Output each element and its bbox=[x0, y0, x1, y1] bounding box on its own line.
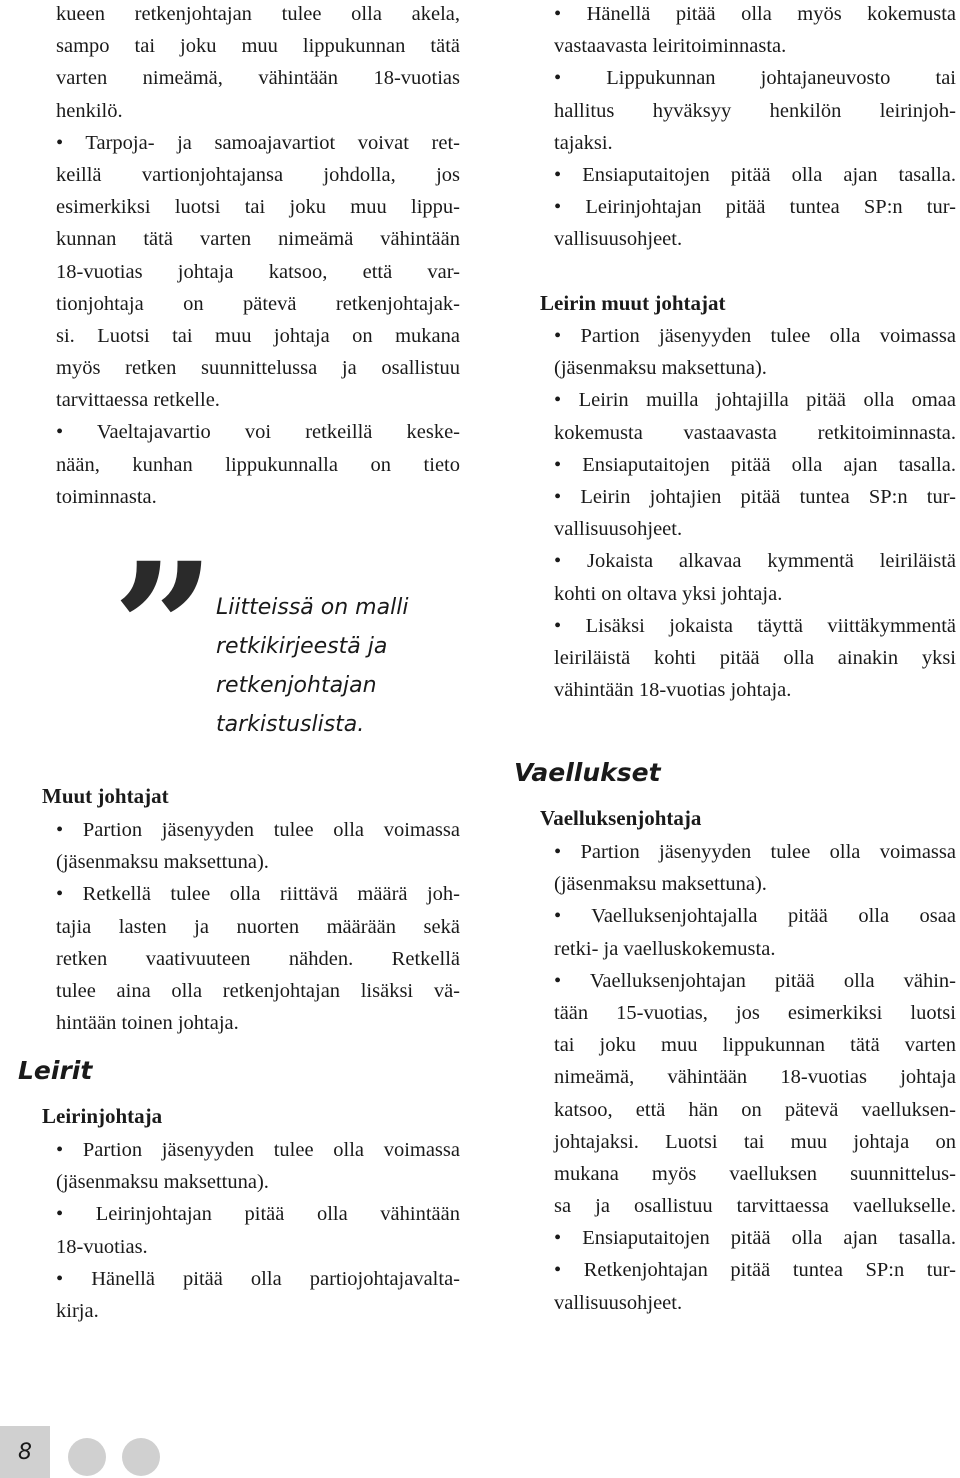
vaelluksenjohtaja-list bbox=[554, 836, 956, 1319]
text-line: (jäsenmaksu maksettuna). bbox=[554, 357, 767, 380]
text-line: vallisuusohjeet. bbox=[554, 1291, 683, 1314]
text-line: • Leirin muilla johtajilla pitää olla omaa bbox=[554, 389, 956, 412]
text-line: • Retkenjohtajan pitää tuntea SP:n tur- bbox=[554, 1259, 956, 1282]
muut-johtajat-heading: Muut johtajat bbox=[42, 784, 169, 808]
text-line: sa ja osallistuu tarvittaessa vaellukselle. bbox=[554, 1195, 956, 1218]
pull-quote-line: tarkistuslista. bbox=[216, 712, 365, 737]
text-line: myös retken suunnittelussa ja osallistuu bbox=[56, 357, 460, 380]
text-line: • Vaelluksenjohtajan pitää olla vähin- bbox=[554, 969, 956, 992]
text-line: tajia lasten ja nuorten määrään sekä bbox=[56, 915, 460, 938]
text-line: kohti on oltava yksi johtaja. bbox=[554, 582, 783, 605]
text-line: leiriläistä kohti pitää olla ainakin yksi bbox=[554, 646, 956, 669]
text-line: • Partion jäsenyyden tulee olla voimassa bbox=[56, 819, 460, 841]
leirinjohtaja-list bbox=[56, 1134, 460, 1327]
text-line: toiminnasta. bbox=[56, 485, 157, 508]
text-line: • Partion jäsenyyden tulee olla voimassa bbox=[554, 841, 956, 863]
page-number: 8 bbox=[18, 1439, 32, 1465]
text-line: vallisuusohjeet. bbox=[554, 228, 683, 251]
vaelluksenjohtaja-heading: Vaelluksenjohtaja bbox=[540, 806, 702, 830]
pull-quote-line: Liitteissä on malli bbox=[216, 595, 409, 620]
text-line: • Leirinjohtajan pitää olla vähintään bbox=[56, 1203, 460, 1226]
decorative-dot-icon bbox=[68, 1438, 106, 1476]
text-line: • Partion jäsenyyden tulee olla voimassa bbox=[56, 1139, 460, 1161]
text-line: • Hänellä pitää olla myös kokemusta bbox=[554, 3, 956, 25]
pull-quote-line: retkikirjeestä ja bbox=[216, 634, 388, 659]
text-line: hintään toinen johtaja. bbox=[56, 1012, 239, 1035]
page-number-badge bbox=[0, 1426, 50, 1478]
leirin-muut-list bbox=[554, 320, 956, 706]
text-line: tarvittaessa retkelle. bbox=[56, 389, 220, 412]
text-line: katsoo, että hän on pätevä vaelluksen- bbox=[554, 1098, 956, 1121]
text-line: • Ensiaputaitojen pitää olla ajan tasalla. bbox=[554, 1227, 956, 1250]
text-line: tään 15-vuotias, jos esimerkiksi luotsi bbox=[554, 1001, 956, 1024]
text-line: • Leirin johtajien pitää tuntea SP:n tur- bbox=[554, 485, 956, 508]
text-line: nään, kunhan lippukunnalla on tieto bbox=[56, 453, 460, 476]
text-line: kunnan tätä varten nimeämä vähintään bbox=[56, 228, 460, 251]
right-top-list bbox=[554, 0, 956, 256]
text-line: kokemusta vastaavasta retkitoiminnasta. bbox=[554, 421, 956, 444]
text-line: • Lisäksi jokaista täyttä viittäkymmentä bbox=[554, 614, 956, 637]
leirin-muut-johtajat-heading: Leirin muut johtajat bbox=[540, 291, 726, 315]
quote-mark-icon: ” bbox=[112, 524, 216, 735]
text-line: varten nimeämä, vähintään 18-vuotias bbox=[56, 67, 460, 90]
decorative-dot-icon bbox=[122, 1438, 160, 1476]
text-line: tulee aina olla retkenjohtajan lisäksi vä- bbox=[56, 979, 460, 1002]
pull-quote bbox=[216, 588, 476, 744]
text-line: vastaavasta leiritoiminnasta. bbox=[554, 35, 787, 58]
text-line: • Vaeltajavartio voi retkeillä keske- bbox=[56, 421, 460, 444]
text-line: • Ensiaputaitojen pitää olla ajan tasalla. bbox=[554, 453, 956, 476]
text-line: mukana myös vaelluksen suunnittelus- bbox=[554, 1162, 956, 1185]
text-line: vähintään 18-vuotias johtaja. bbox=[554, 679, 792, 702]
text-line: • Jokaista alkavaa kymmentä leiriläistä bbox=[554, 550, 956, 573]
text-line: vallisuusohjeet. bbox=[554, 518, 683, 541]
intro-block bbox=[56, 0, 460, 513]
text-line: • Leirinjohtajan pitää tuntea SP:n tur- bbox=[554, 196, 956, 219]
text-line: (jäsenmaksu maksettuna). bbox=[56, 1171, 269, 1194]
text-line: • Ensiaputaitojen pitää olla ajan tasalla. bbox=[554, 163, 956, 186]
text-line: (jäsenmaksu maksettuna). bbox=[56, 851, 269, 874]
text-line: • Vaelluksenjohtajalla pitää olla osaa bbox=[554, 905, 956, 928]
text-line: • Partion jäsenyyden tulee olla voimassa bbox=[554, 325, 956, 347]
text-line: hallitus hyväksyy henkilön leirinjoh- bbox=[554, 99, 956, 122]
text-line: retken vaativuuteen nähden. Retkellä bbox=[56, 947, 460, 970]
text-line: 18-vuotias. bbox=[56, 1235, 148, 1258]
pull-quote-line: retkenjohtajan bbox=[216, 673, 377, 698]
text-line: • Hänellä pitää olla partiojohtajavalta- bbox=[56, 1267, 460, 1290]
vaellukset-section-title: Vaellukset bbox=[514, 758, 661, 787]
text-line: henkilö. bbox=[56, 99, 123, 122]
text-line: nimeämä, vähintään 18-vuotias johtaja bbox=[554, 1066, 956, 1089]
text-line: tajaksi. bbox=[554, 131, 613, 154]
text-line: kirja. bbox=[56, 1299, 99, 1322]
text-line: johtajaksi. Luotsi tai muu johtaja on bbox=[554, 1130, 956, 1153]
text-line: retki- ja vaelluskokemusta. bbox=[554, 937, 776, 960]
text-line: tionjohtaja on pätevä retkenjohtajak- bbox=[56, 292, 460, 315]
leirinjohtaja-heading: Leirinjohtaja bbox=[42, 1104, 163, 1128]
text-line: si. Luotsi tai muu johtaja on mukana bbox=[56, 324, 460, 347]
text-line: • Tarpoja- ja samoajavartiot voivat ret- bbox=[56, 131, 460, 154]
text-line: • Retkellä tulee olla riittävä määrä joh- bbox=[56, 883, 460, 906]
text-line: (jäsenmaksu maksettuna). bbox=[554, 873, 767, 896]
leirit-section-title: Leirit bbox=[18, 1056, 93, 1085]
text-line: keillä vartionjohtajansa johdolla, jos bbox=[56, 163, 460, 186]
text-line: 18-vuotias johtaja katsoo, että var- bbox=[56, 260, 460, 283]
muut-johtajat-list bbox=[56, 814, 460, 1039]
text-line: sampo tai joku muu lippukunnan tätä bbox=[56, 35, 460, 58]
text-line: • Lippukunnan johtajaneuvosto tai bbox=[554, 67, 956, 90]
text-line: kueen retkenjohtajan tulee olla akela, bbox=[56, 3, 460, 25]
text-line: esimerkiksi luotsi tai joku muu lippu- bbox=[56, 196, 460, 219]
text-line: tai joku muu lippukunnan tätä varten bbox=[554, 1034, 956, 1057]
